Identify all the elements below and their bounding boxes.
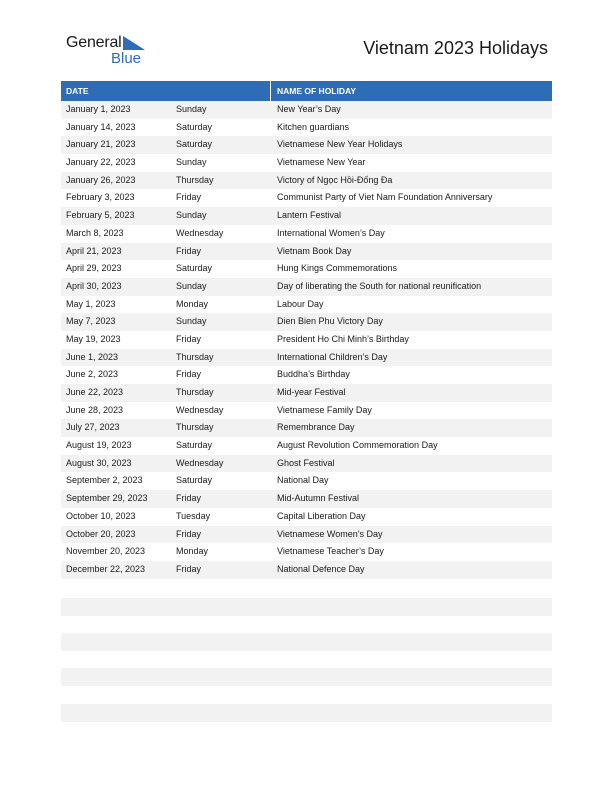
table-row (61, 101, 552, 119)
table-row (61, 472, 552, 490)
table-row (61, 402, 552, 420)
cell-weekday: Friday (176, 563, 202, 574)
cell-date: August 19, 2023 (66, 440, 132, 451)
header-holiday-name: NAME OF HOLIDAY (277, 86, 357, 96)
blank-row (61, 668, 552, 686)
cell-holiday-name: International Women’s Day (277, 227, 385, 238)
table-row (61, 366, 552, 384)
cell-date: January 22, 2023 (66, 157, 136, 168)
cell-date: December 22, 2023 (66, 563, 146, 574)
table-row (61, 437, 552, 455)
table-row (61, 490, 552, 508)
cell-date: January 26, 2023 (66, 174, 136, 185)
generalblue-logo (66, 34, 156, 70)
table-row (61, 243, 552, 261)
table-header (61, 81, 552, 101)
cell-weekday: Friday (176, 528, 202, 539)
cell-date: February 3, 2023 (66, 192, 135, 203)
cell-date: July 27, 2023 (66, 422, 120, 433)
cell-weekday: Sunday (176, 280, 207, 291)
cell-holiday-name: Hung Kings Commemorations (277, 263, 398, 274)
table-row (61, 154, 552, 172)
cell-date: June 2, 2023 (66, 369, 119, 380)
cell-weekday: Friday (176, 192, 202, 203)
cell-weekday: Monday (176, 546, 209, 557)
blank-row (61, 598, 552, 616)
cell-weekday: Friday (176, 493, 202, 504)
table-row (61, 172, 552, 190)
cell-holiday-name: National Day (277, 475, 329, 486)
cell-holiday-name: Day of liberating the South for national reunification (277, 280, 482, 291)
cell-date: April 30, 2023 (66, 280, 122, 291)
cell-weekday: Saturday (176, 263, 213, 274)
cell-weekday: Wednesday (176, 404, 224, 415)
cell-holiday-name: Labour Day (277, 298, 324, 309)
cell-weekday: Monday (176, 298, 209, 309)
cell-holiday-name: President Ho Chi Minh’s Birthday (277, 333, 409, 344)
cell-date: September 29, 2023 (66, 493, 148, 504)
cell-date: September 2, 2023 (66, 475, 143, 486)
cell-holiday-name: New Year’s Day (277, 104, 341, 114)
table-row (61, 207, 552, 225)
cell-holiday-name: Kitchen guardians (277, 121, 350, 132)
cell-holiday-name: Mid-Autumn Festival (277, 493, 360, 504)
table-row (61, 136, 552, 154)
blank-row (61, 704, 552, 722)
cell-holiday-name: Capital Liberation Day (277, 510, 366, 521)
table-row (61, 119, 552, 137)
cell-holiday-name: Lantern Festival (277, 210, 342, 221)
logo-word-blue: Blue (111, 50, 142, 67)
table-row (61, 419, 552, 437)
cell-weekday: Tuesday (176, 510, 211, 521)
cell-weekday: Friday (176, 245, 202, 256)
cell-date: February 5, 2023 (66, 210, 135, 221)
cell-date: November 20, 2023 (66, 546, 146, 557)
table-row (61, 526, 552, 544)
table-body (61, 101, 552, 579)
cell-holiday-name: Communist Party of Viet Nam Foundation Anniversary (277, 192, 493, 203)
cell-date: October 10, 2023 (66, 510, 136, 521)
cell-weekday: Wednesday (176, 227, 224, 238)
cell-weekday: Friday (176, 369, 202, 380)
table-row (61, 260, 552, 278)
cell-holiday-name: Victory of Ngọc Hồi-Đống Đa (277, 174, 393, 185)
table-row (61, 189, 552, 207)
blank-row (61, 633, 552, 651)
cell-weekday: Sunday (176, 316, 207, 327)
cell-weekday: Thursday (176, 422, 214, 433)
holidays-table (61, 81, 552, 579)
table-row (61, 543, 552, 561)
header-date: DATE (61, 81, 271, 101)
table-row (61, 455, 552, 473)
cell-holiday-name: International Children’s Day (277, 351, 388, 362)
logo-triangle-icon (123, 36, 145, 50)
cell-holiday-name: Mid-year Festival (277, 387, 346, 397)
cell-date: January 1, 2023 (66, 104, 131, 114)
table-row (61, 349, 552, 367)
table-row (61, 278, 552, 296)
cell-date: January 21, 2023 (66, 139, 136, 150)
cell-holiday-name: Vietnamese Women’s Day (277, 528, 383, 539)
cell-weekday: Saturday (176, 475, 213, 486)
cell-weekday: Saturday (176, 139, 213, 150)
cell-date: June 1, 2023 (66, 351, 119, 362)
cell-weekday: Sunday (176, 210, 207, 221)
cell-date: August 30, 2023 (66, 457, 132, 468)
cell-weekday: Saturday (176, 121, 213, 132)
cell-holiday-name: Buddha’s Birthday (277, 369, 350, 380)
cell-date: May 1, 2023 (66, 298, 116, 309)
cell-holiday-name: Vietnam Book Day (277, 245, 352, 256)
cell-holiday-name: Vietnamese New Year (277, 157, 366, 168)
table-row (61, 225, 552, 243)
cell-weekday: Friday (176, 333, 202, 344)
table-row (61, 296, 552, 314)
cell-holiday-name: August Revolution Commemoration Day (277, 440, 438, 451)
cell-date: January 14, 2023 (66, 121, 136, 132)
cell-weekday: Sunday (176, 104, 207, 114)
cell-date: May 7, 2023 (66, 316, 116, 327)
cell-date: October 20, 2023 (66, 528, 136, 539)
cell-holiday-name: Vietnamese Teacher’s Day (277, 546, 384, 557)
cell-weekday: Sunday (176, 157, 207, 168)
cell-date: May 19, 2023 (66, 333, 121, 344)
cell-date: April 21, 2023 (66, 245, 122, 256)
cell-weekday: Saturday (176, 440, 213, 451)
cell-weekday: Wednesday (176, 457, 224, 468)
cell-holiday-name: Vietnamese New Year Holidays (277, 139, 403, 150)
cell-holiday-name: Vietnamese Family Day (277, 404, 372, 415)
cell-holiday-name: Ghost Festival (277, 457, 335, 468)
cell-date: June 22, 2023 (66, 387, 124, 397)
table-row (61, 561, 552, 579)
cell-holiday-name: National Defence Day (277, 563, 365, 574)
cell-weekday: Thursday (176, 387, 214, 397)
table-row (61, 313, 552, 331)
cell-date: April 29, 2023 (66, 263, 122, 274)
table-row (61, 384, 552, 402)
cell-holiday-name: Remembrance Day (277, 422, 355, 433)
logo-word-general: General (66, 34, 122, 51)
cell-date: June 28, 2023 (66, 404, 124, 415)
cell-weekday: Thursday (176, 174, 214, 185)
table-row (61, 508, 552, 526)
cell-weekday: Thursday (176, 351, 214, 362)
cell-date: March 8, 2023 (66, 227, 124, 238)
cell-holiday-name: Dien Bien Phu Victory Day (277, 316, 383, 327)
table-row (61, 331, 552, 349)
page-title: Vietnam 2023 Holidays (363, 38, 548, 58)
